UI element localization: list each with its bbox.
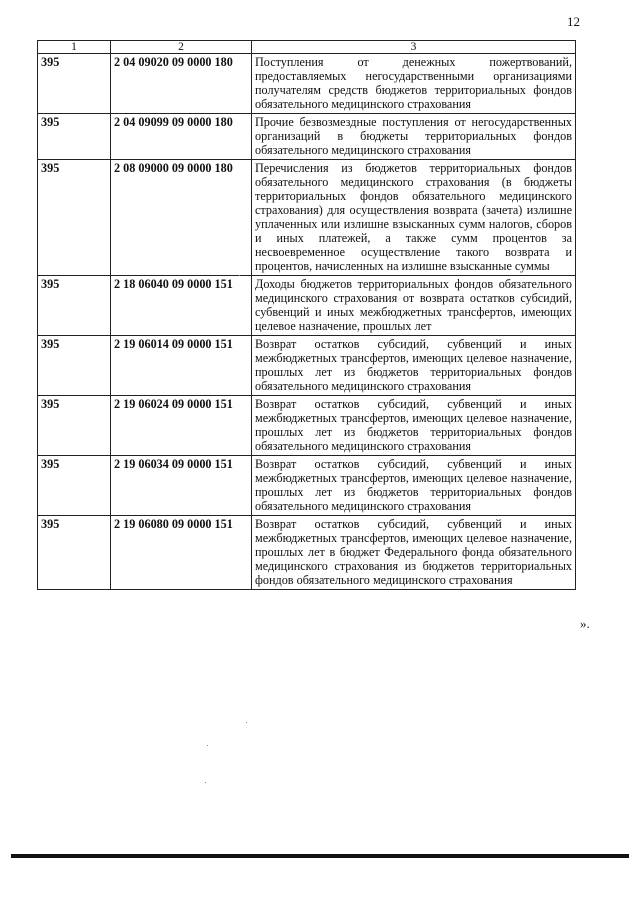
classification-code-cell: 2 19 06014 09 0000 151 [111, 336, 252, 396]
bottom-rule [11, 854, 629, 858]
revenue-name-cell: Прочие безвозмездные поступления от негосударственных организаций в бюджеты территориальных фондов обязательного медицинского страхования [252, 114, 576, 160]
admin-code-cell: 395 [38, 396, 111, 456]
column-header-2: 2 [111, 41, 252, 54]
revenue-name-cell: Возврат остатков субсидий, субвенций и иных межбюджетных трансфертов, имеющих целевое назначение, прошлых лет в бюджет Федерального фонда обязательного медицинского страхования из бюджетов территориальных фондов обязательного медицинского страхования [252, 516, 576, 590]
admin-code-cell: 395 [38, 160, 111, 276]
revenue-name-cell: Перечисления из бюджетов территориальных фондов обязательного медицинского страхования (в бюджеты территориальных фондов обязательного медицинского страхования) для осуществления возврата (зачета) излишне уплаченных или излишне взысканных сумм налогов, сборов и иных платежей, а также сумм процентов за несвоевременное осуществление такого возврата и процентов, начисленных на излишне взысканные суммы [252, 160, 576, 276]
classification-code-cell: 2 18 06040 09 0000 151 [111, 276, 252, 336]
scan-speck [246, 722, 247, 723]
column-header-3: 3 [252, 41, 576, 54]
table-row [38, 456, 576, 516]
classification-code-cell: 2 19 06034 09 0000 151 [111, 456, 252, 516]
classification-code-cell: 2 19 06024 09 0000 151 [111, 396, 252, 456]
admin-code-cell: 395 [38, 276, 111, 336]
table-row [38, 336, 576, 396]
revenue-name-cell: Возврат остатков субсидий, субвенций и иных межбюджетных трансфертов, имеющих целевое назначение, прошлых лет из бюджетов территориальных фондов обязательного медицинского страхования [252, 336, 576, 396]
table-row [38, 114, 576, 160]
closing-quote-mark: ». [580, 616, 590, 631]
classification-code-cell: 2 08 09000 09 0000 180 [111, 160, 252, 276]
revenue-name-cell: Возврат остатков субсидий, субвенций и иных межбюджетных трансфертов, имеющих целевое назначение, прошлых лет из бюджетов территориальных фондов обязательного медицинского страхования [252, 456, 576, 516]
table-row [38, 160, 576, 276]
classification-code-cell: 2 04 09020 09 0000 180 [111, 54, 252, 114]
column-header-1: 1 [38, 41, 111, 54]
budget-classification-table [37, 40, 576, 590]
table-row [38, 54, 576, 114]
revenue-name-cell: Поступления от денежных пожертвований, предоставляемых негосударственными организациями получателям средств бюджетов территориальных фондов обязательного медицинского страхования [252, 54, 576, 114]
admin-code-cell: 395 [38, 336, 111, 396]
header-row [38, 41, 576, 54]
page-number: 12 [567, 14, 580, 29]
revenue-name-cell: Доходы бюджетов территориальных фондов обязательного медицинского страхования от возврата остатков субсидий, субвенций и иных межбюджетных трансфертов, имеющих целевое назначение, прошлых лет [252, 276, 576, 336]
classification-code-cell: 2 19 06080 09 0000 151 [111, 516, 252, 590]
admin-code-cell: 395 [38, 114, 111, 160]
admin-code-cell: 395 [38, 456, 111, 516]
table-row [38, 276, 576, 336]
scan-speck [205, 782, 206, 783]
scan-speck [239, 275, 240, 276]
admin-code-cell: 395 [38, 516, 111, 590]
revenue-name-cell: Возврат остатков субсидий, субвенций и иных межбюджетных трансфертов, имеющих целевое назначение, прошлых лет из бюджетов территориальных фондов обязательного медицинского страхования [252, 396, 576, 456]
table-row [38, 516, 576, 590]
admin-code-cell: 395 [38, 54, 111, 114]
scan-speck [207, 745, 208, 746]
classification-code-cell: 2 04 09099 09 0000 180 [111, 114, 252, 160]
table-row [38, 396, 576, 456]
